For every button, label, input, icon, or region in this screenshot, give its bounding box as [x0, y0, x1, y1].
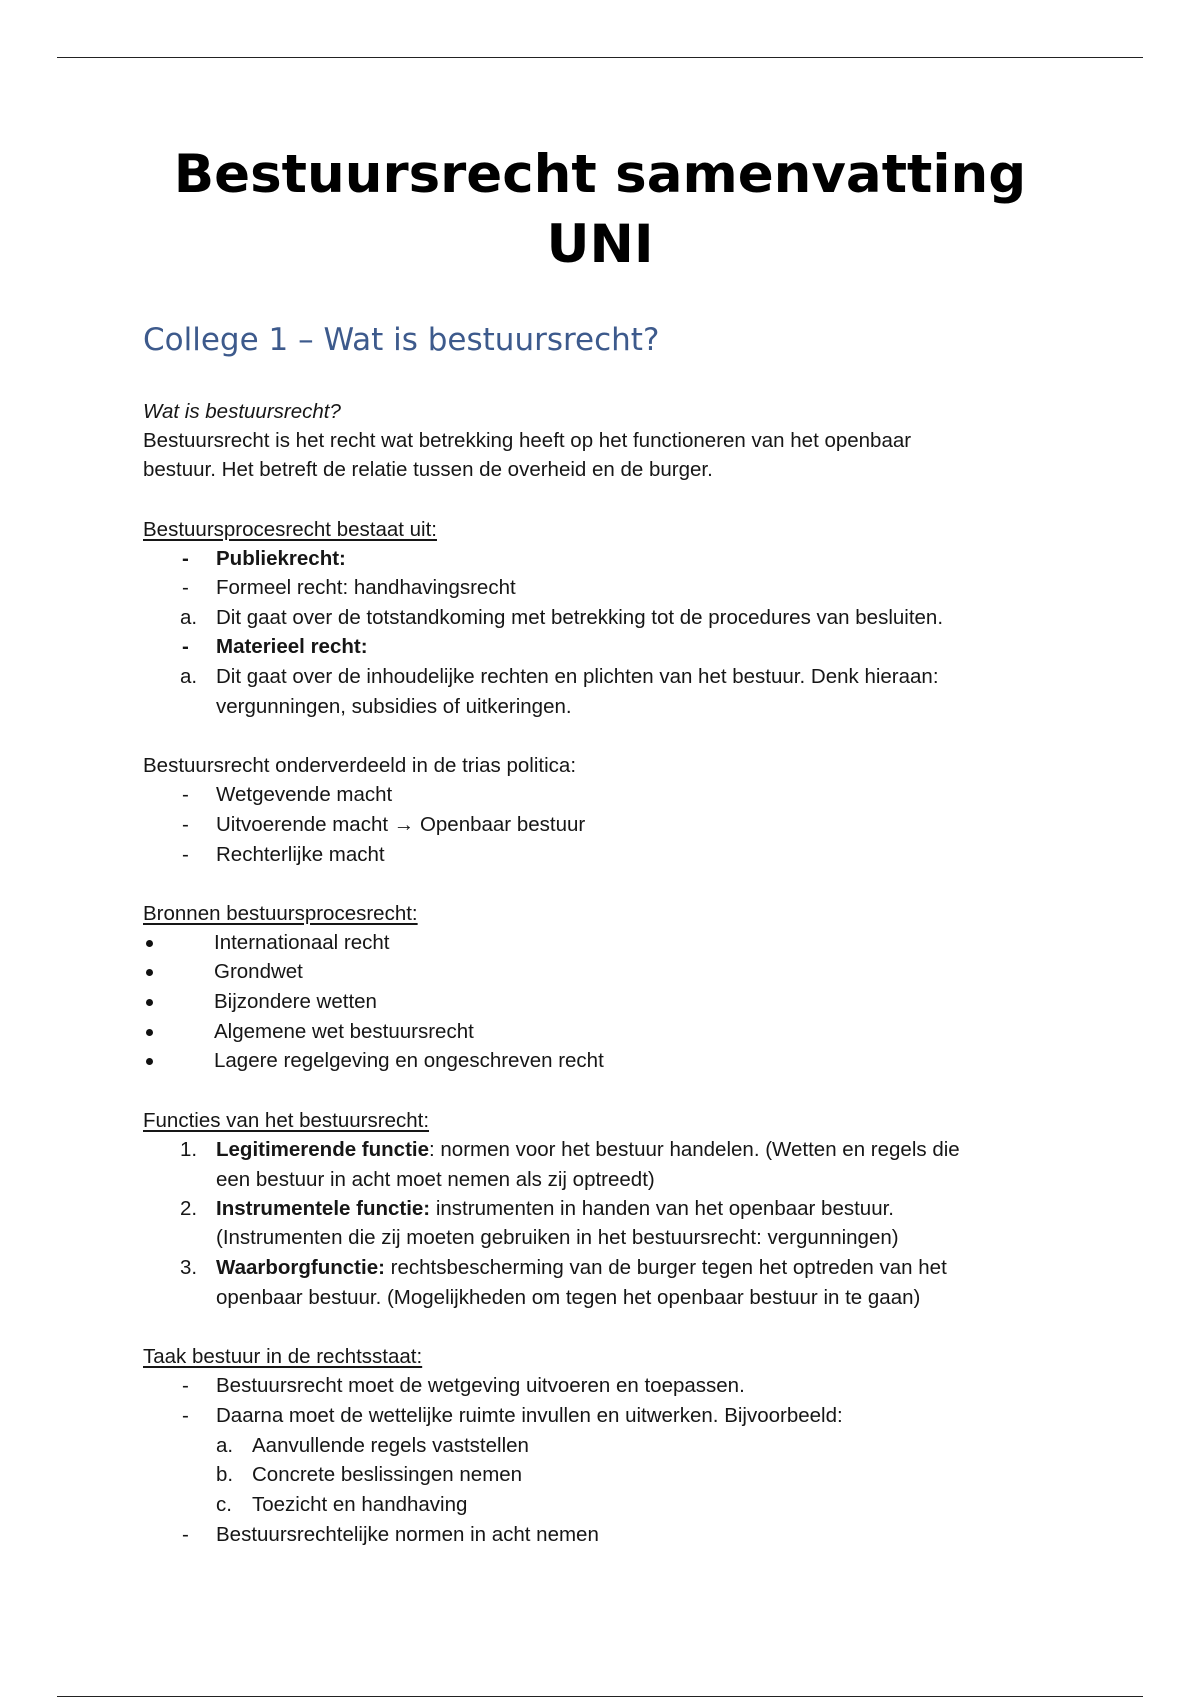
bronnen-item-2: Bijzondere wetten: [214, 990, 377, 1013]
top-rule: [57, 57, 1143, 58]
taak-item-0: Bestuursrecht moet de wetgeving uitvoeren en toepassen.: [216, 1374, 745, 1397]
procesrecht-item-1: Formeel recht: handhavingsrecht: [216, 576, 516, 599]
title-line-2: UNI: [546, 214, 654, 275]
trias-item-0: Wetgevende macht: [216, 783, 393, 806]
taak-sub-item-2: Toezicht en handhaving: [252, 1493, 468, 1516]
functies-heading: Functies van het bestuursrecht:: [143, 1109, 430, 1132]
functies-item-0-continued: een bestuur in acht moet nemen als zij optreedt): [216, 1168, 655, 1191]
bronnen-item-3: Algemene wet bestuursrecht: [214, 1020, 474, 1043]
trias-heading: Bestuursrecht onderverdeeld in de trias politica:: [143, 754, 577, 777]
trias-item-2: Rechterlijke macht: [216, 843, 385, 866]
bottom-rule: [57, 1696, 1143, 1697]
intro-text-line-1: Bestuursrecht is het recht wat betrekking heeft op het functioneren van het openbaar: [143, 429, 912, 452]
taak-sub-item-0: Aanvullende regels vaststellen: [252, 1434, 529, 1457]
taak-marker-1: -: [182, 1404, 189, 1427]
taak-item-2: Bestuursrechtelijke normen in acht nemen: [216, 1523, 599, 1546]
intro-text-line-2: bestuur. Het betreft de relatie tussen de overheid en de burger.: [143, 458, 713, 481]
procesrecht-heading: Bestuursprocesrecht bestaat uit:: [143, 518, 437, 541]
section-heading: College 1 – Wat is bestuursrecht?: [143, 322, 660, 358]
bronnen-item-0: Internationaal recht: [214, 931, 390, 954]
procesrecht-marker-4: a.: [180, 665, 198, 688]
functies-item-0-term: Legitimerende functie: [216, 1138, 430, 1161]
procesrecht-item-4: Dit gaat over de inhoudelijke rechten en plichten van het bestuur. Denk hieraan:: [216, 665, 939, 688]
taak-sub-marker-2: c.: [216, 1493, 232, 1516]
bronnen-bullet-4: [146, 1058, 153, 1065]
intro-question: Wat is bestuursrecht?: [143, 400, 341, 423]
procesrecht-item-4-continued: vergunningen, subsidies of uitkeringen.: [216, 695, 572, 718]
taak-sub-marker-1: b.: [216, 1463, 234, 1486]
trias-marker-2: -: [182, 843, 189, 866]
taak-marker-2: -: [182, 1523, 189, 1546]
procesrecht-item-0: Publiekrecht:: [216, 547, 346, 570]
trias-item-1: Uitvoerende macht → Openbaar bestuur: [216, 813, 586, 836]
functies-item-2: [216, 1253, 947, 1282]
procesrecht-marker-1: -: [182, 576, 189, 599]
functies-marker-2: 3.: [180, 1256, 198, 1279]
bronnen-bullet-1: [146, 969, 153, 976]
bronnen-bullet-3: [146, 1029, 153, 1036]
procesrecht-marker-2: a.: [180, 606, 198, 629]
taak-heading: Taak bestuur in de rechtsstaat:: [143, 1345, 423, 1368]
functies-marker-0: 1.: [180, 1138, 198, 1161]
trias-marker-1: -: [182, 813, 189, 836]
functies-item-1-continued: (Instrumenten die zij moeten gebruiken in het bestuursrecht: vergunningen): [216, 1226, 899, 1249]
procesrecht-item-3: Materieel recht:: [216, 635, 368, 658]
bronnen-bullet-0: [146, 940, 153, 947]
trias-marker-0: -: [182, 783, 189, 806]
functies-item-1-text: instrumenten in handen van het openbaar bestuur.: [430, 1197, 895, 1220]
functies-item-2-text: rechtsbescherming van de burger tegen het optreden van het: [384, 1256, 947, 1279]
title-line-1: Bestuursrecht samenvatting: [173, 144, 1027, 205]
bronnen-bullet-2: [146, 999, 153, 1006]
functies-item-2-term: Waarborgfunctie:: [216, 1256, 385, 1279]
procesrecht-item-2: Dit gaat over de totstandkoming met betrekking tot de procedures van besluiten.: [216, 606, 944, 629]
taak-sub-marker-0: a.: [216, 1434, 234, 1457]
procesrecht-marker-0: -: [182, 547, 189, 570]
functies-item-0: [216, 1135, 960, 1164]
bronnen-heading: Bronnen bestuursprocesrecht:: [143, 902, 418, 925]
functies-item-0-text: : normen voor het bestuur handelen. (Wetten en regels die: [429, 1138, 960, 1161]
taak-marker-0: -: [182, 1374, 189, 1397]
bronnen-item-4: Lagere regelgeving en ongeschreven recht: [214, 1049, 604, 1072]
functies-item-2-continued: openbaar bestuur. (Mogelijkheden om tegen het openbaar bestuur in te gaan): [216, 1286, 921, 1309]
functies-marker-1: 2.: [180, 1197, 198, 1220]
functies-item-1-term: Instrumentele functie:: [216, 1197, 431, 1220]
document-title: [0, 140, 1200, 280]
bronnen-item-1: Grondwet: [214, 960, 303, 983]
procesrecht-marker-3: -: [182, 635, 189, 658]
taak-item-1: Daarna moet de wettelijke ruimte invullen en uitwerken. Bijvoorbeeld:: [216, 1404, 843, 1427]
functies-item-1: [216, 1194, 894, 1223]
taak-sub-item-1: Concrete beslissingen nemen: [252, 1463, 523, 1486]
